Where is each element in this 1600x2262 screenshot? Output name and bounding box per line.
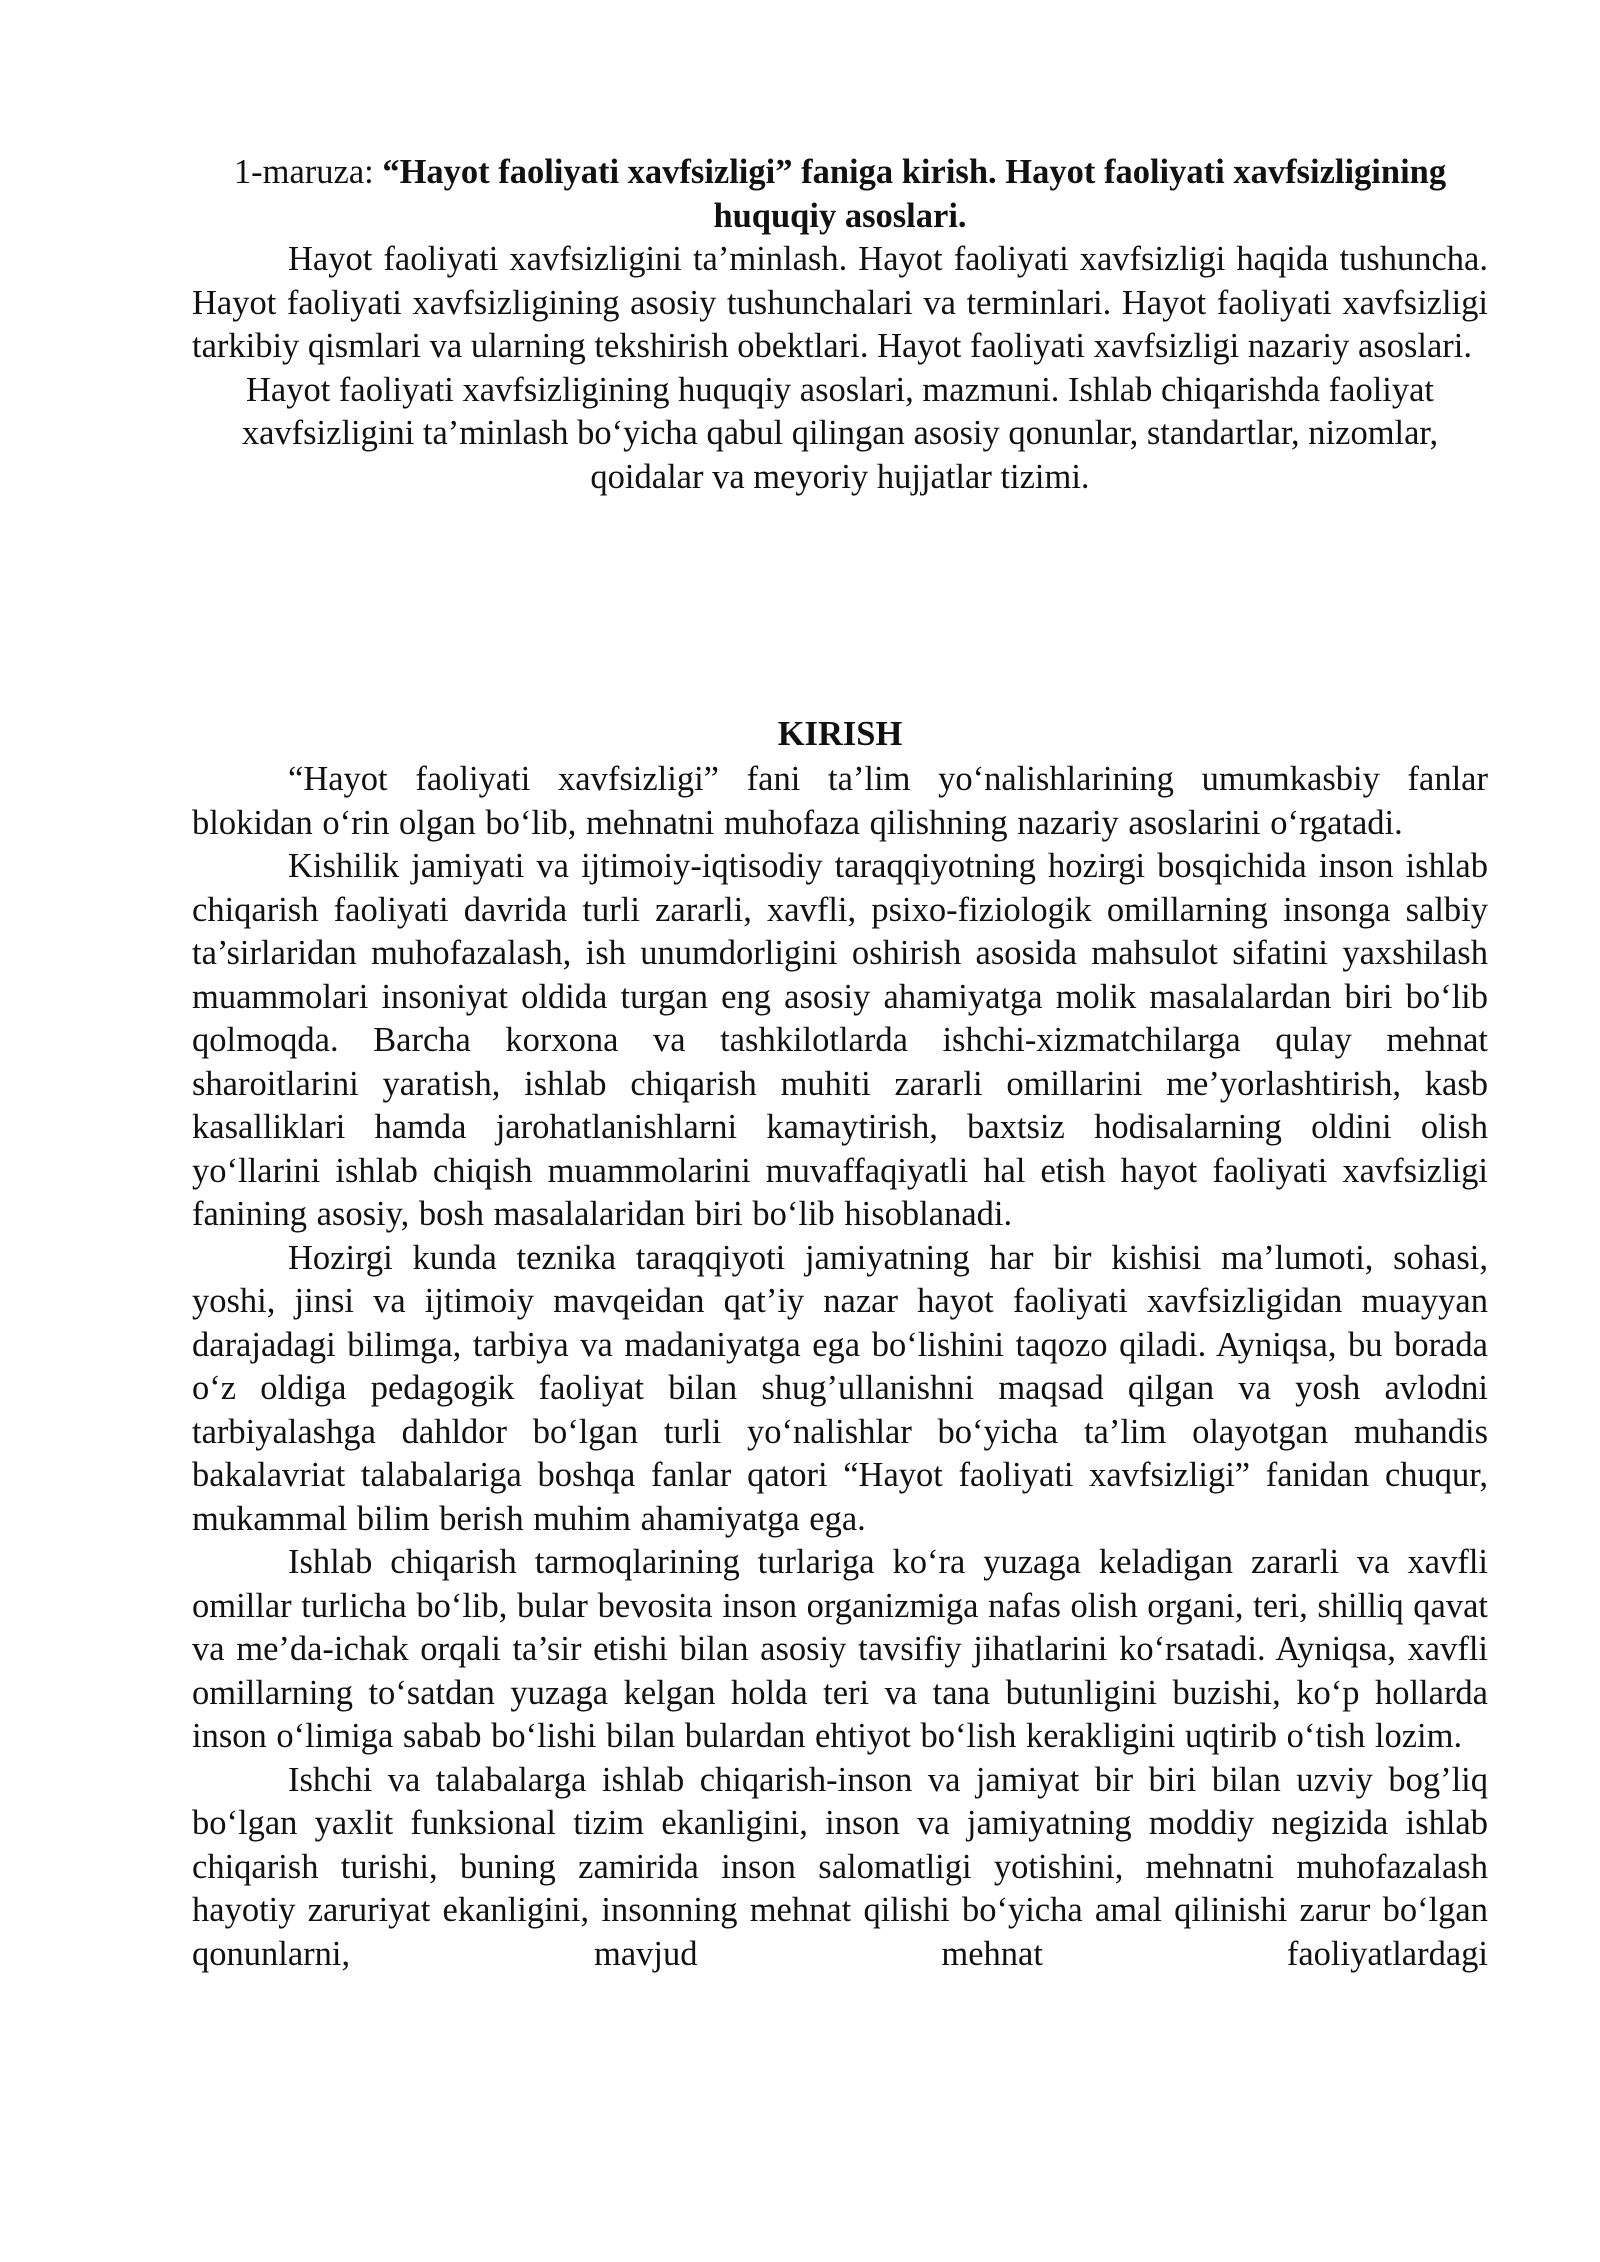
lecture-summary [192,238,1488,499]
lecture-number: 1-maruza: [233,153,383,191]
summary-paragraph-1: Hayot faoliyati xavfsizligini ta’minlash. Hayot faoliyati xavfsizligi haqida tushuncha. Hayot faoliyati xavfsizligining asosiy tushunchalari va terminlari. Hayot faoliyati xavfsizligi tarkibiy qismlari va ularning tekshirish obektlari. Hayot faoliyati xavfsizligi nazariy asoslari. [192,240,1488,365]
body-paragraph: Ishchi va talabalarga ishlab chiqarish-inson va jamiyat bir biri bilan uzviy bog’liq bo‘lgan yaxlit funksional tizim ekanligini, inson va jamiyatning moddiy negizida ishlab chiqarish turishi, buning zamirida inson salomatligi yotishini, mehnatni muhofazalash hayotiy zaruriyat ekanligini, insonning mehnat qilishi bo‘yicha amal qilinishi zarur bo‘lgan qonunlarni, mavjud mehnat faoliyatlardagi [192,1760,1488,1973]
lecture-title: “Hayot faoliyati xavfsizligi” faniga kirish. Hayot faoliyati xavfsizligining huquqiy asoslari. [382,153,1447,235]
body-paragraph: “Hayot faoliyati xavfsizligi” fani ta’lim yo‘nalishlarining umumkasbiy fanlar blokidan o‘rin olgan bo‘lib, mehnatni muhofaza qilishning nazariy asoslarini o‘rgatadi. [192,760,1488,842]
section-title: KIRISH [777,715,903,753]
lecture-heading [192,150,1488,238]
summary-paragraph-2: Hayot faoliyati xavfsizligining huquqiy asoslari, mazmuni. Ishlab chiqarishda faoliyat xavfsizligini ta’minlash bo‘yicha qabul qilingan asosiy qonunlar, standartlar, nizomlar, qoidalar va meyoriy hujjatlar tizimi. [241,370,1439,496]
body-paragraph: Hozirgi kunda teznika taraqqiyoti jamiyatning har bir kishisi ma’lumoti, sohasi, yoshi, jinsi va ijtimoiy mavqeidan qat’iy nazar hayot faoliyati xavfsizligidan muayyan darajadagi bilimga, tarbiya va madaniyatga ega bo‘lishini taqozo qiladi. Ayniqsa, bu borada o‘z oldiga pedagogik faoliyat bilan shug’ullanishni maqsad qilgan va yosh avlodni tarbiyalashga dahldor bo‘lgan turli yo‘nalishlar bo‘yicha ta’lim olayotgan muhandis bakalavriat talabalariga boshqa fanlar qatori “Hayot faoliyati xavfsizligi” fanidan chuqur, mukammal bilim berish muhim ahamiyatga ega. [192,1238,1488,1538]
body-paragraph: Kishilik jamiyati va ijtimoiy-iqtisodiy taraqqiyotning hozirgi bosqichida inson ishlab chiqarish faoliyati davrida turli zararli, xavfli, psixo-fiziologik omillarning insonga salbiy ta’sirlaridan muhofazalash, ish unumdorligini oshirish asosida mahsulot sifatini yaxshilash muammolari insoniyat oldida turgan eng asosiy ahamiyatga molik masalalardan biri bo‘lib qolmoqda. Barcha korxona va tashkilotlarda ishchi-xizmatchilarga qulay mehnat sharoitlarini yaratish, ishlab chiqarish muhiti zararli omillarini me’yorlashtirish, kasb kasalliklari hamda jarohatlanishlarni kamaytirish, baxtsiz hodisalarning oldini olish yo‘llarini ishlab chiqish muammolarini muvaffaqiyatli hal etish hayot faoliyati xavfsizligi fanining asosiy, bosh masalalaridan biri bo‘lib hisoblanadi. [192,847,1488,1233]
body-paragraph: Ishlab chiqarish tarmoqlarining turlariga ko‘ra yuzaga keladigan zararli va xavfli omillar turlicha bo‘lib, bular bevosita inson organizmiga nafas olish organi, teri, shilliq qavat va me’da-ichak orqali ta’sir etishi bilan asosiy tavsifiy jihatlarini ko‘rsatadi. Ayniqsa, xavfli omillarning to‘satdan yuzaga kelgan holda teri va tana butunligini buzishi, ko‘p hollarda inson o‘limiga sabab bo‘lishi bilan bulardan ehtiyot bo‘lish kerakligini uqtirib o‘tish lozim. [192,1543,1488,1755]
section-body [192,758,1488,1976]
